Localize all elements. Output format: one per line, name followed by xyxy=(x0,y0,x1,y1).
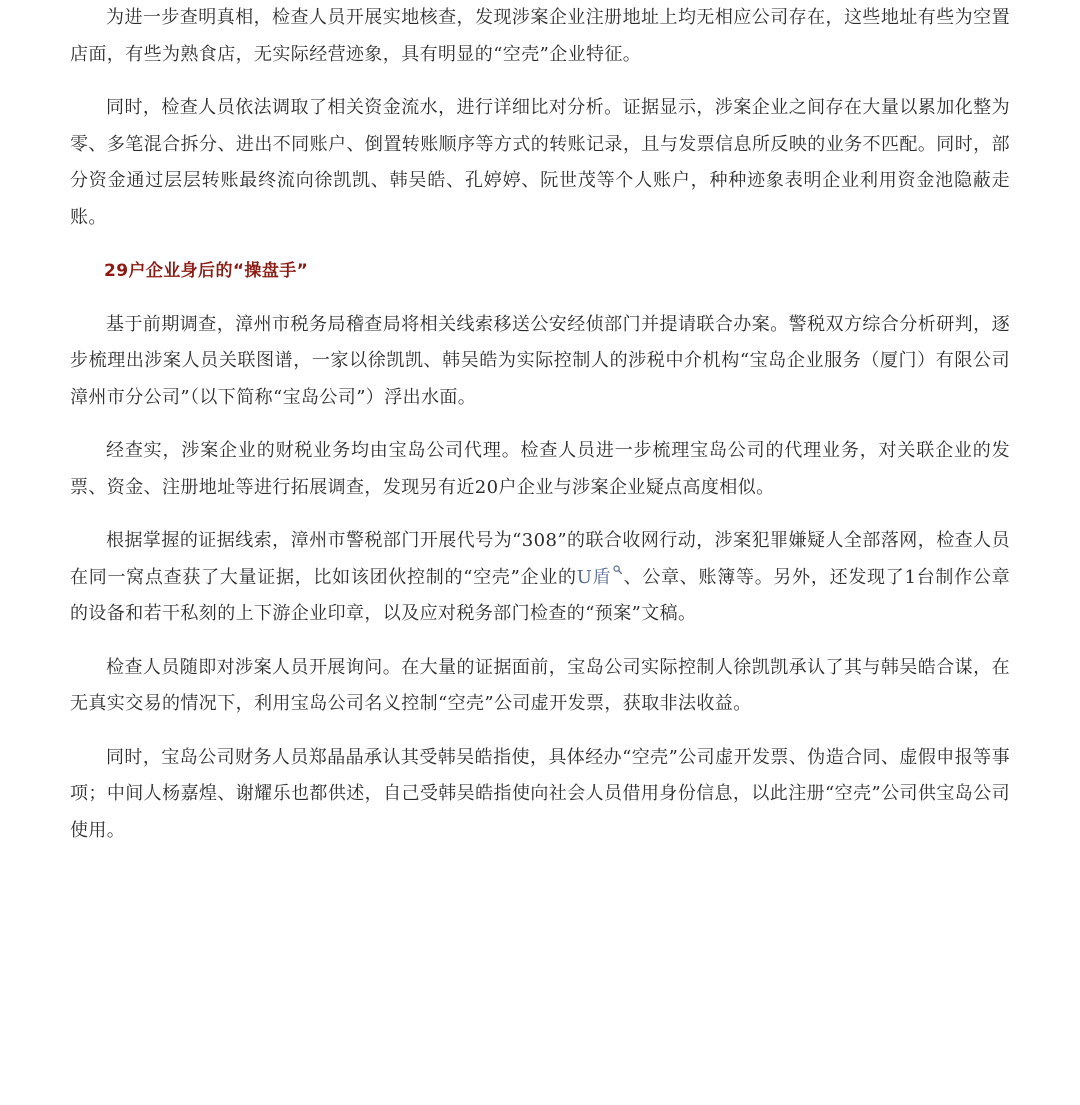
paragraph-joint-investigation: 基于前期调查，漳州市税务局稽查局将相关线索移送公安经侦部门并提请联合办案。警税双方综合分析研判，逐步梳理出涉案人员关联图谱，一家以徐凯凯、韩吴皓为实际控制人的涉税中介机构“宝岛企业服务（厦门）有限公司漳州市分公司”（以下简称“宝岛公司”）浮出水面。 xyxy=(70,313,1010,408)
paragraph-site-inspection: 为进一步查明真相，检查人员开展实地核查，发现涉案企业注册地址上均无相应公司存在，这些地址有些为空置店面，有些为熟食店，无实际经营迹象，具有明显的“空壳”企业特征。 xyxy=(70,7,1010,65)
article-body xyxy=(70,0,1010,866)
section-heading: 29户企业身后的“操盘手” xyxy=(104,261,309,281)
search-icon[interactable] xyxy=(613,565,622,574)
raid-text-before: 根据掌握的证据线索，漳州市警税部门开展代号为“308”的联合收网行动，涉案犯罪嫌疑人全部落网，检查人员在同一窝点查获了大量证据，比如该团伙控制的“空壳”企业的 xyxy=(70,530,1010,588)
paragraph-fund-flow: 同时，检查人员依法调取了相关资金流水，进行详细比对分析。证据显示，涉案企业之间存在大量以累加化整为零、多笔混合拆分、进出不同账户、倒置转账顺序等方式的转账记录，且与发票信息所反映的业务不匹配。同时，部分资金通过层层转账最终流向徐凯凯、韩吴皓、孔婷婷、阮世茂等个人账户，种种迹象表明企业利用资金池隐蔽走账。 xyxy=(70,97,1010,228)
paragraph-agency-business: 经查实，涉案企业的财税业务均由宝岛公司代理。检查人员进一步梳理宝岛公司的代理业务，对关联企业的发票、资金、注册地址等进行拓展调查，发现另有近20户企业与涉案企业疑点高度相似。 xyxy=(70,440,1010,498)
paragraph-confession: 检查人员随即对涉案人员开展询问。在大量的证据面前，宝岛公司实际控制人徐凯凯承认了其与韩吴皓合谋，在无真实交易的情况下，利用宝岛公司名义控制“空壳”公司虚开发票，获取非法收益。 xyxy=(70,656,1010,714)
usb-key-link[interactable]: U盾 xyxy=(576,566,612,588)
paragraph-raid-operation xyxy=(70,523,1010,633)
raid-text-after: 、公章、账簿等。另外，还发现了1台制作公章的设备和若干私刻的上下游企业印章，以及应对税务部门检查的“预案”文稿。 xyxy=(70,566,1010,624)
paragraph-accomplices: 同时，宝岛公司财务人员郑晶晶承认其受韩吴皓指使，具体经办“空壳”公司虚开发票、伪造合同、虚假申报等事项；中间人杨嘉煌、谢耀乐也都供述，自己受韩吴皓指使向社会人员借用身份信息，以此注册“空壳”公司供宝岛公司使用。 xyxy=(70,746,1010,841)
